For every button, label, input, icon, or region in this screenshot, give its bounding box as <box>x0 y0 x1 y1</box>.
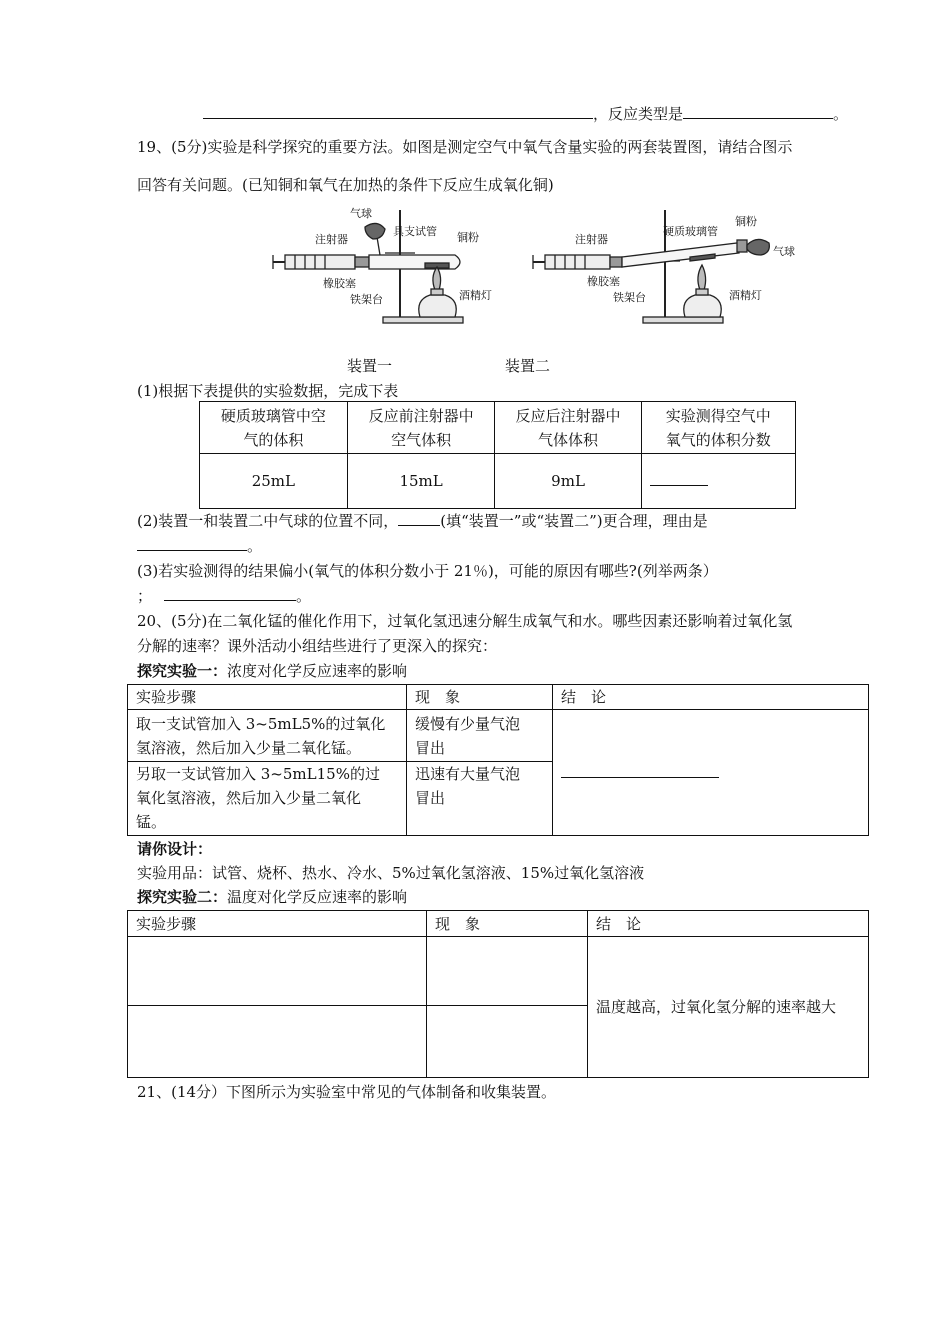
label-balloon: 气球 <box>350 207 372 220</box>
exp1-phenomenon-cell: 迅速有大量气泡 冒出 <box>407 762 553 836</box>
label-glass-tube: 硬质玻璃管 <box>663 225 718 238</box>
balloon <box>747 239 769 255</box>
label-stopper: 橡胶塞 <box>323 277 356 290</box>
exp1-header-conclusion: 结 论 <box>553 685 869 710</box>
table-header-cell: 硬质玻璃管中空 气的体积 <box>200 402 348 454</box>
label-copper: 铜粉 <box>735 215 757 228</box>
caption-figure-two: 装置二 <box>505 357 551 375</box>
q19-stem-line2: 回答有关问题。(已知铜和氧气在加热的条件下反应生成氧化铜) <box>137 176 554 194</box>
answer-blank[interactable] <box>203 104 593 119</box>
answer-blank[interactable] <box>561 763 719 778</box>
exp2-conclusion-cell: 温度越高，过氧化氢分解的速率越大 <box>588 937 869 1078</box>
answer-blank[interactable] <box>683 104 833 119</box>
answer-cell[interactable] <box>641 454 795 509</box>
balloon <box>365 223 385 239</box>
exp1-step-cell: 另取一支试管加入 3~5mL15%的过 氧化氢溶液，然后加入少量二氧化 锰。 <box>128 762 407 836</box>
label-syringe: 注射器 <box>575 233 608 246</box>
rubber-stopper <box>355 257 369 267</box>
table-header-cell: 实验测得空气中 氧气的体积分数 <box>641 402 795 454</box>
exp2-header-step: 实验步骤 <box>128 911 427 937</box>
exp2-table <box>127 910 869 1078</box>
label-syringe: 注射器 <box>315 233 348 246</box>
table-cell: 9mL <box>495 454 641 509</box>
caption-figure-one: 装置一 <box>347 357 393 375</box>
label-lamp: 酒精灯 <box>729 289 762 302</box>
materials: 实验用品：试管、烧杯、热水、冷水、5%过氧化氢溶液、15%过氧化氢溶液 <box>137 864 645 882</box>
exp1-phenomenon-cell: 缓慢有少量气泡 冒出 <box>407 710 553 762</box>
q21-stem: 21、(14分）下图所示为实验室中常见的气体制备和收集装置。 <box>137 1083 557 1101</box>
exp1-step-cell: 取一支试管加入 3~5mL5%的过氧化 氢溶液，然后加入少量二氧化锰。 <box>128 710 407 762</box>
exp2-phenomenon-cell-empty[interactable] <box>427 937 588 1006</box>
exp2-header-phenomenon: 现 象 <box>427 911 588 937</box>
table-header-cell: 反应后注射器中 气体体积 <box>495 402 641 454</box>
alcohol-lamp <box>684 295 722 317</box>
stand-base <box>643 317 723 323</box>
q20-stem-line1: 20、(5分)在二氧化锰的催化作用下，过氧化氢迅速分解生成氧气和水。哪些因素还影响着过氧化氢 <box>137 612 793 630</box>
glass-tube <box>622 243 739 267</box>
exp1-header-phenomenon: 现 象 <box>407 685 553 710</box>
rubber-stopper <box>610 257 622 267</box>
flame <box>698 265 706 290</box>
table-cell: 25mL <box>200 454 348 509</box>
exp1-header-step: 实验步骤 <box>128 685 407 710</box>
label-lamp: 酒精灯 <box>459 289 492 302</box>
q19-data-table <box>199 401 796 509</box>
exp1-conclusion-cell[interactable] <box>553 710 869 836</box>
answer-blank[interactable] <box>650 471 708 486</box>
exp1-table <box>127 684 869 836</box>
label-stand: 铁架台 <box>350 293 383 306</box>
exp2-phenomenon-cell-empty[interactable] <box>427 1006 588 1078</box>
label-stand: 铁架台 <box>613 291 646 304</box>
exp2-title: 探究实验二：温度对化学反应速率的影响 <box>137 888 408 906</box>
table-header-cell: 反应前注射器中 空气体积 <box>347 402 495 454</box>
label-copper: 铜粉 <box>457 231 479 244</box>
stand-base <box>383 317 463 323</box>
answer-blank[interactable] <box>398 511 440 526</box>
exp1-title: 探究实验一：浓度对化学反应速率的影响 <box>137 662 408 680</box>
label-stopper: 橡胶塞 <box>587 275 620 288</box>
answer-blank[interactable] <box>164 586 296 601</box>
q19-part2: (2)装置一和装置二中气球的位置不同， (填“装置一”或“装置二”)更合理，理由是 <box>137 512 708 530</box>
q19-part1: (1)根据下表提供的实验数据，完成下表 <box>137 382 399 400</box>
exp2-header-conclusion: 结 论 <box>588 911 869 937</box>
top-answer-line: ，反应类型是 。 <box>203 104 848 124</box>
q19-part3: (3)若实验测得的结果偏小(氧气的体积分数小于 21％)，可能的原因有哪些?(列举两条） <box>137 562 718 580</box>
design-title: 请你设计： <box>137 840 213 858</box>
table-cell: 15mL <box>347 454 495 509</box>
flame <box>433 267 441 290</box>
q19-part2-cont: 。 <box>137 536 262 556</box>
apparatus-figure-one <box>265 205 495 330</box>
exp2-step-cell-empty[interactable] <box>128 937 427 1006</box>
label-balloon: 气球 <box>773 245 795 258</box>
exp2-step-cell-empty[interactable] <box>128 1006 427 1078</box>
q20-stem-line2: 分解的速率？课外活动小组结些进行了更深入的探究： <box>137 637 498 655</box>
answer-blank[interactable] <box>137 536 247 551</box>
q19-part3-answers: ； 。 <box>137 587 312 605</box>
q19-stem-line1: 19、(5分)实验是科学探究的重要方法。如图是测定空气中氧气含量实验的两套装置图，请结合图示 <box>137 138 793 156</box>
apparatus-figure-two <box>525 205 805 330</box>
alcohol-lamp <box>419 295 457 317</box>
label-test-tube: 具支试管 <box>393 225 437 238</box>
